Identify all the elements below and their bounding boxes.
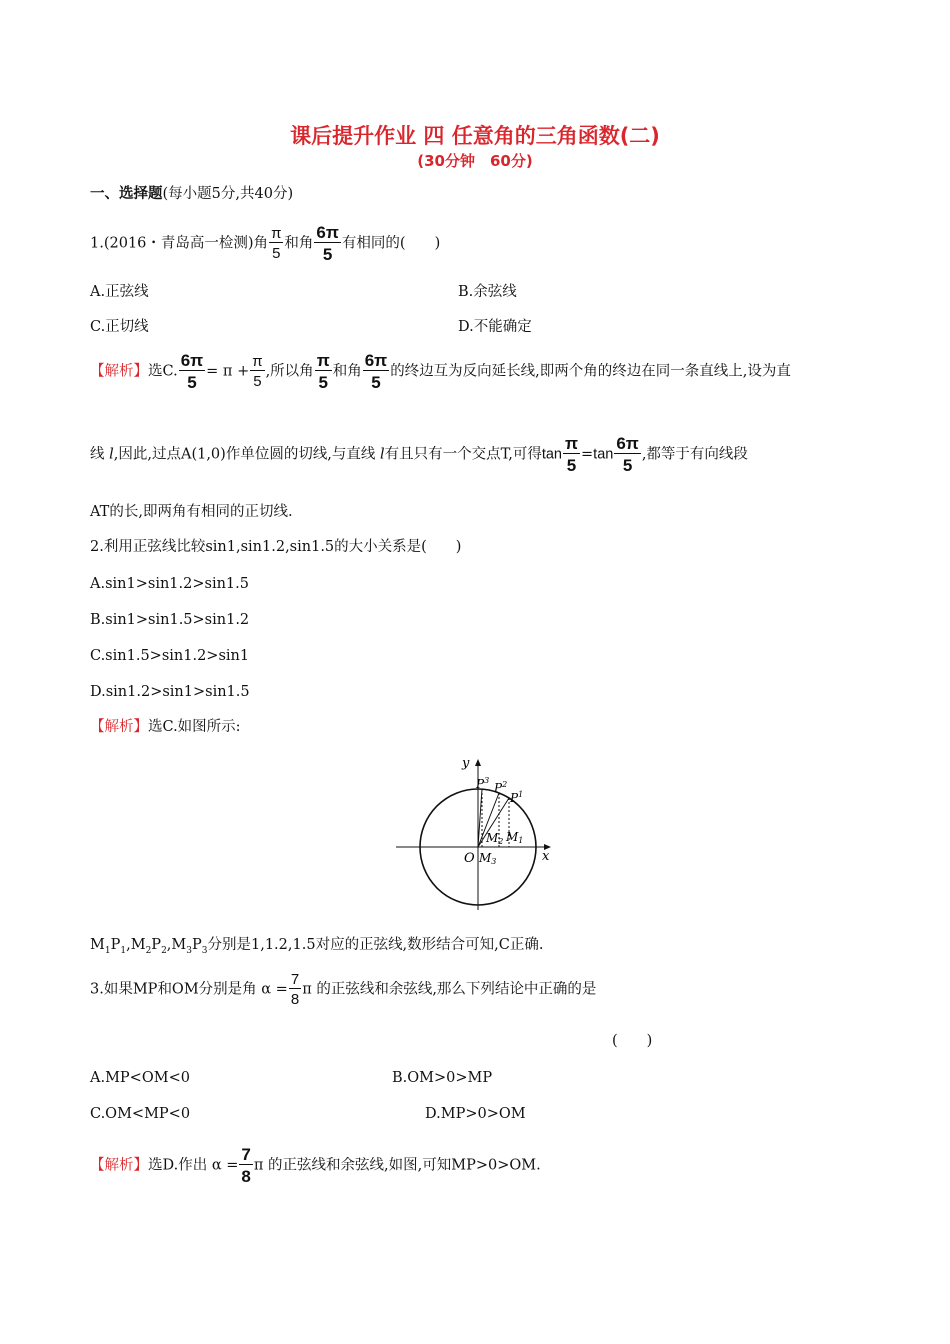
frac-den: 5 [371, 373, 381, 392]
analysis-text: 选D.作出 α = [148, 1157, 239, 1174]
frac-num: 6π [364, 351, 388, 370]
equals-sign: = [581, 446, 594, 463]
m2-label: M2 [486, 831, 504, 846]
q3-fraction-7-over-8 [289, 972, 301, 1007]
tan-label: tan [541, 446, 562, 463]
question-2-stem: 2.利用正弦线比较sin1,sin1.2,sin1.5的大小关系是( ) [90, 539, 462, 555]
q1-mid: 和角 [284, 235, 314, 252]
y-label: y [462, 756, 470, 771]
analysis-text: 有且只有一个交点T,可得 [384, 446, 542, 463]
frac-den: 8 [290, 991, 300, 1008]
frac-num: 6π [616, 434, 639, 453]
fraction-6pi-over-5 [179, 352, 205, 391]
analysis-tag: 【解析】 [90, 719, 148, 735]
pi-symbol: π [253, 1157, 264, 1174]
analysis-text: 选C.如图所示: [148, 719, 241, 735]
analysis-text: 和角 [332, 363, 362, 380]
frac-num: 6π [180, 351, 204, 370]
page-subtitle: (30分钟 60分) [417, 152, 533, 170]
q2-option-a[interactable]: A.sin1>sin1.2>sin1.5 [90, 576, 249, 592]
unit-circle-figure [390, 750, 560, 915]
analysis-text: ,因此,过点A(1,0)作单位圆的切线,与直线 [113, 446, 381, 463]
p3-label: $P^3$ [476, 776, 490, 791]
q1-analysis-line-1 [90, 352, 791, 391]
section-heading [90, 184, 293, 204]
q1-option-b[interactable]: B.余弦线 [458, 284, 517, 300]
line-l-symbol: l [109, 446, 114, 463]
analysis-text: ,都等于有向线段 [641, 446, 748, 463]
q3-option-c[interactable]: C.OM<MP<0 [90, 1106, 191, 1122]
frac-den: 8 [241, 1167, 251, 1186]
q3-option-a[interactable]: A.MP<OM<0 [90, 1070, 190, 1086]
frac-num: 6π [316, 223, 339, 242]
frac-den: 5 [187, 373, 197, 392]
fraction-6pi-over-5 [614, 435, 640, 474]
q3-lead: 3.如果MP和OM分别是角 α = [90, 981, 288, 998]
q3-option-b[interactable]: B.OM>0>MP [392, 1070, 493, 1086]
fraction-pi-over-5 [315, 352, 332, 391]
pi-symbol: π [302, 981, 312, 998]
frac-num: π [252, 353, 263, 370]
section-note: (每小题5分,共40分) [162, 186, 294, 202]
frac-num: π [565, 434, 579, 453]
page-title: 课后提升作业 四 任意角的三角函数(二) [290, 124, 660, 148]
q2-option-b[interactable]: B.sin1>sin1.5>sin1.2 [90, 612, 250, 628]
m3-label: M3 [479, 851, 497, 866]
q2-option-c[interactable]: C.sin1.5>sin1.2>sin1 [90, 648, 250, 664]
fraction-7-over-8 [239, 1146, 252, 1185]
q1-lead: 1.(2016・青岛高一检测)角 [90, 235, 269, 252]
frac-num: 7 [241, 1145, 251, 1164]
frac-den: 5 [318, 373, 328, 392]
frac-den: 5 [253, 373, 262, 390]
q3-option-d[interactable]: D.MP>0>OM [425, 1106, 526, 1122]
analysis-tag: 【解析】 [90, 363, 148, 380]
fraction-pi-over-5 [250, 354, 264, 389]
analysis-text: 的终边互为反向延长线,即两个角的终边在同一条直线上,设为直 [390, 363, 791, 380]
analysis-tag: 【解析】 [90, 1157, 148, 1174]
frac-num: π [316, 351, 330, 370]
q1-analysis-line-2 [90, 435, 748, 474]
fraction-6pi-over-5 [363, 352, 389, 391]
frac-den: 5 [566, 456, 577, 475]
question-3-stem [90, 972, 596, 1007]
q3-answer-bracket: ( ) [612, 1033, 653, 1049]
q1-option-d[interactable]: D.不能确定 [458, 319, 532, 335]
q3-tail: 的正弦线和余弦线,那么下列结论中正确的是 [311, 981, 597, 998]
frac-den: 5 [322, 245, 333, 264]
q3-analysis [90, 1146, 541, 1185]
analysis-text: = π + [206, 363, 250, 380]
q2-analysis [90, 717, 241, 737]
analysis-text: 线 [90, 446, 110, 463]
p1-label: $P^1$ [510, 790, 524, 805]
analysis-text: 选C. [148, 363, 178, 380]
m1-label: M1 [506, 830, 524, 845]
frac-den: 5 [622, 456, 633, 475]
q1-fraction-pi-over-5 [269, 226, 283, 261]
section-title: 一、选择题 [90, 186, 163, 202]
q1-tail: 有相同的( ) [341, 235, 441, 252]
question-1-stem [90, 224, 440, 263]
p2-label: $P^2$ [494, 780, 508, 795]
q1-fraction-6pi-over-5 [314, 224, 340, 263]
q1-analysis-line-3: AT的长,即两角有相同的正切线. [90, 504, 293, 520]
tan-label: tan [593, 446, 614, 463]
origin-label: O [464, 851, 475, 866]
conclusion-text: 分别是1,1.2,1.5对应的正弦线,数形结合可知,C正确. [207, 937, 544, 953]
frac-num: π [271, 225, 282, 242]
q2-option-d[interactable]: D.sin1.2>sin1>sin1.5 [90, 684, 250, 700]
analysis-text: ,所以角 [265, 363, 314, 380]
frac-num: 7 [290, 971, 300, 988]
x-label: x [542, 849, 550, 864]
analysis-text: 的正弦线和余弦线,如图,可知MP>0>OM. [263, 1157, 541, 1174]
q2-conclusion: $M_1P_1,M_2P_2,M_3P_3$分别是1,1.2,1.5对应的正弦线,数形结合可知,C正确. [90, 937, 544, 956]
fraction-pi-over-5 [563, 435, 580, 474]
q1-option-c[interactable]: C.正切线 [90, 319, 149, 335]
line-l-symbol: l [380, 446, 385, 463]
q1-option-a[interactable]: A.正弦线 [90, 284, 149, 300]
frac-den: 5 [272, 245, 281, 262]
